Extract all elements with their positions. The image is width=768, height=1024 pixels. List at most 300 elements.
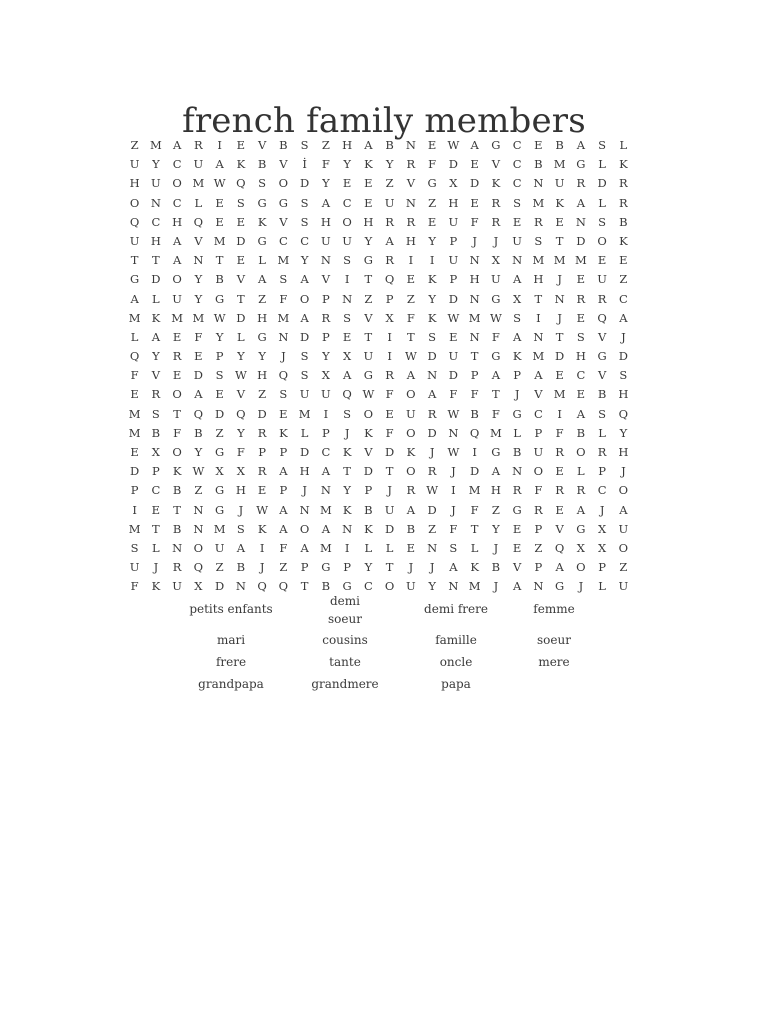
grid-letter: E bbox=[512, 214, 522, 229]
grid-letter: K bbox=[619, 233, 628, 248]
grid-letter: I bbox=[429, 253, 435, 268]
grid-letter: R bbox=[385, 253, 394, 268]
grid-letter: S bbox=[343, 253, 352, 268]
grid-letter: X bbox=[449, 176, 458, 191]
grid-letter: K bbox=[427, 272, 437, 287]
grid-letter: X bbox=[513, 291, 522, 306]
grid-letter: J bbox=[621, 329, 626, 344]
grid-letter: Z bbox=[215, 560, 224, 575]
grid-letter: X bbox=[194, 579, 203, 594]
grid-letter: P bbox=[279, 483, 288, 498]
word-list-item: cousins bbox=[322, 633, 368, 647]
grid-letter: S bbox=[236, 521, 245, 536]
grid-letter: D bbox=[618, 349, 628, 364]
grid-letter: U bbox=[448, 253, 459, 268]
grid-letter: V bbox=[279, 157, 288, 172]
grid-letter: G bbox=[491, 445, 501, 459]
grid-letter: A bbox=[576, 138, 586, 152]
grid-letter: J bbox=[578, 579, 584, 594]
grid-letter: S bbox=[236, 195, 245, 210]
grid-letter: İ bbox=[302, 157, 307, 172]
grid-letter: X bbox=[576, 540, 585, 555]
grid-letter: B bbox=[151, 425, 161, 440]
grid-letter: D bbox=[215, 406, 225, 421]
grid-letter: S bbox=[428, 329, 437, 344]
grid-letter: D bbox=[427, 425, 437, 440]
grid-letter: Z bbox=[619, 272, 628, 287]
grid-letter: A bbox=[321, 521, 331, 536]
grid-letter: U bbox=[129, 233, 140, 248]
word-list-item: demi soeur bbox=[328, 594, 362, 626]
grid-letter: C bbox=[172, 157, 182, 172]
grid-letter: N bbox=[342, 291, 353, 306]
grid-letter: R bbox=[257, 425, 267, 440]
grid-letter: B bbox=[470, 406, 479, 421]
grid-letter: Y bbox=[194, 445, 203, 459]
grid-letter: Y bbox=[322, 349, 330, 364]
grid-letter: B bbox=[576, 425, 586, 440]
word-list-item: demi frere bbox=[424, 602, 488, 616]
grid-letter: E bbox=[215, 387, 224, 402]
grid-letter: H bbox=[469, 272, 480, 287]
grid-letter: N bbox=[469, 253, 480, 268]
grid-letter: N bbox=[469, 329, 480, 344]
grid-letter: U bbox=[533, 445, 544, 459]
grid-letter: L bbox=[258, 253, 266, 268]
grid-letter: R bbox=[576, 291, 586, 306]
grid-letter: J bbox=[557, 310, 562, 325]
grid-letter: W bbox=[234, 368, 247, 383]
grid-letter: O bbox=[576, 445, 586, 459]
grid-letter: Q bbox=[618, 406, 629, 421]
grid-letter: W bbox=[447, 138, 460, 152]
grid-letter: K bbox=[257, 521, 267, 536]
grid-letter: H bbox=[320, 214, 331, 229]
grid-letter: E bbox=[576, 387, 586, 402]
grid-letter: B bbox=[555, 138, 564, 152]
grid-letter: A bbox=[300, 310, 309, 325]
grid-letter: H bbox=[257, 368, 268, 383]
grid-letter: K bbox=[257, 214, 267, 229]
grid-letter: S bbox=[130, 540, 139, 555]
grid-letter: R bbox=[151, 387, 161, 402]
grid-letter: K bbox=[342, 445, 352, 459]
grid-letter: T bbox=[364, 272, 373, 287]
grid-letter: F bbox=[470, 214, 479, 229]
grid-letter: O bbox=[172, 272, 182, 287]
grid-letter: N bbox=[448, 425, 459, 440]
grid-letter: I bbox=[387, 349, 392, 364]
grid-letter: K bbox=[236, 157, 246, 172]
grid-letter: S bbox=[534, 233, 543, 248]
grid-letter: E bbox=[555, 368, 564, 383]
grid-letter: Y bbox=[237, 425, 245, 440]
word-list-item: famille bbox=[435, 633, 477, 647]
grid-letter: O bbox=[193, 540, 204, 555]
grid-letter: V bbox=[534, 387, 543, 402]
grid-letter: C bbox=[172, 195, 182, 210]
grid-letter: R bbox=[555, 483, 564, 498]
grid-letter: R bbox=[555, 445, 564, 459]
grid-letter: T bbox=[555, 233, 564, 248]
grid-letter: Y bbox=[152, 349, 160, 364]
grid-letter: T bbox=[385, 560, 394, 575]
grid-letter: O bbox=[342, 214, 352, 229]
grid-letter: M bbox=[574, 253, 587, 268]
word-list-item: petits enfants bbox=[189, 602, 273, 616]
grid-letter: C bbox=[321, 445, 331, 459]
grid-letter: Q bbox=[193, 560, 204, 575]
grid-letter: E bbox=[406, 540, 416, 555]
grid-letter: M bbox=[277, 310, 290, 325]
grid-letter: R bbox=[257, 464, 267, 479]
grid-letter: S bbox=[598, 138, 607, 152]
grid-letter: V bbox=[555, 521, 564, 536]
grid-letter: V bbox=[491, 157, 501, 172]
grid-letter: S bbox=[576, 329, 585, 344]
grid-letter: J bbox=[493, 233, 499, 248]
grid-letter: V bbox=[597, 368, 607, 383]
grid-letter: M bbox=[532, 349, 545, 364]
grid-letter: O bbox=[406, 387, 416, 402]
grid-letter: M bbox=[128, 521, 141, 536]
grid-letter: G bbox=[576, 521, 586, 536]
grid-letter: A bbox=[172, 233, 182, 248]
grid-letter: G bbox=[491, 349, 501, 364]
grid-letter: V bbox=[321, 272, 331, 287]
grid-letter: A bbox=[427, 387, 437, 402]
grid-letter: N bbox=[533, 176, 544, 191]
grid-letter: R bbox=[427, 464, 437, 479]
grid-letter: Z bbox=[534, 540, 543, 555]
grid-letter: F bbox=[321, 157, 330, 172]
grid-letter: A bbox=[619, 502, 628, 517]
grid-letter: V bbox=[257, 138, 267, 152]
grid-letter: N bbox=[405, 138, 416, 152]
grid-letter: K bbox=[151, 579, 161, 594]
grid-letter: A bbox=[151, 329, 161, 344]
grid-letter: C bbox=[597, 483, 607, 498]
grid-letter: Y bbox=[428, 291, 436, 306]
grid-letter: P bbox=[364, 483, 373, 498]
grid-letter: Z bbox=[321, 138, 330, 152]
grid-letter: A bbox=[279, 502, 288, 517]
grid-letter: O bbox=[533, 464, 544, 479]
grid-letter: W bbox=[447, 310, 460, 325]
grid-letter: C bbox=[300, 233, 310, 248]
grid-letter: T bbox=[152, 521, 160, 536]
grid-letter: R bbox=[534, 502, 543, 517]
grid-letter: S bbox=[598, 406, 607, 421]
grid-letter: H bbox=[533, 272, 544, 287]
grid-letter: K bbox=[427, 310, 437, 325]
grid-letter: P bbox=[258, 445, 266, 459]
grid-letter: G bbox=[491, 291, 501, 306]
grid-letter: A bbox=[342, 368, 352, 383]
grid-letter: E bbox=[576, 310, 586, 325]
grid-letter: N bbox=[299, 502, 310, 517]
grid-letter: R bbox=[406, 214, 416, 229]
grid-letter: W bbox=[362, 387, 375, 402]
grid-letter: M bbox=[213, 233, 226, 248]
grid-letter: H bbox=[172, 214, 183, 229]
grid-letter: E bbox=[385, 406, 394, 421]
grid-letter: C bbox=[512, 138, 522, 152]
grid-letter: F bbox=[194, 329, 203, 344]
grid-letter: P bbox=[130, 483, 139, 498]
grid-letter: E bbox=[342, 329, 352, 344]
grid-letter: M bbox=[128, 406, 141, 421]
grid-letter: I bbox=[323, 406, 329, 421]
grid-letter: F bbox=[279, 540, 288, 555]
grid-letter: M bbox=[319, 540, 332, 555]
grid-letter: T bbox=[130, 253, 139, 268]
grid-letter: A bbox=[619, 310, 628, 325]
grid-letter: Q bbox=[129, 214, 140, 229]
grid-letter: V bbox=[194, 233, 203, 248]
grid-letter: A bbox=[300, 272, 309, 287]
grid-letter: B bbox=[194, 425, 203, 440]
grid-letter: F bbox=[555, 425, 564, 440]
grid-letter: A bbox=[279, 464, 288, 479]
grid-letter: D bbox=[385, 445, 395, 459]
grid-letter: V bbox=[151, 368, 161, 383]
grid-letter: Z bbox=[130, 138, 139, 152]
grid-letter: H bbox=[129, 176, 140, 191]
grid-letter: Z bbox=[279, 560, 288, 575]
grid-letter: I bbox=[557, 406, 562, 421]
grid-letter: O bbox=[172, 445, 182, 459]
grid-letter: E bbox=[257, 483, 267, 498]
grid-letter: Y bbox=[215, 329, 224, 344]
grid-letter: D bbox=[448, 157, 458, 172]
grid-letter: B bbox=[619, 214, 628, 229]
grid-letter: I bbox=[344, 540, 350, 555]
grid-letter: E bbox=[427, 138, 437, 152]
grid-letter: S bbox=[343, 310, 352, 325]
grid-letter: K bbox=[364, 425, 373, 440]
grid-letter: X bbox=[385, 310, 394, 325]
grid-letter: J bbox=[493, 579, 499, 594]
grid-letter: G bbox=[278, 195, 288, 210]
grid-letter: H bbox=[257, 310, 268, 325]
grid-letter: D bbox=[470, 176, 480, 191]
grid-letter: T bbox=[343, 464, 351, 479]
grid-letter: F bbox=[236, 445, 245, 459]
grid-letter: D bbox=[385, 521, 395, 536]
grid-letter: E bbox=[194, 349, 203, 364]
grid-letter: D bbox=[597, 176, 607, 191]
grid-letter: D bbox=[576, 233, 586, 248]
grid-letter: N bbox=[193, 521, 204, 536]
grid-letter: N bbox=[575, 214, 586, 229]
grid-letter: C bbox=[512, 157, 522, 172]
grid-letter: Z bbox=[619, 560, 628, 575]
grid-letter: Y bbox=[428, 579, 436, 594]
grid-letter: F bbox=[428, 157, 437, 172]
grid-letter: A bbox=[385, 233, 394, 248]
grid-letter: Y bbox=[364, 560, 373, 575]
grid-letter: W bbox=[256, 502, 269, 517]
grid-letter: N bbox=[427, 540, 438, 555]
grid-letter: I bbox=[451, 483, 456, 498]
grid-letter: U bbox=[384, 502, 395, 517]
grid-letter: T bbox=[534, 291, 543, 306]
grid-letter: B bbox=[236, 560, 246, 575]
grid-letter: E bbox=[151, 502, 161, 517]
grid-letter: P bbox=[470, 368, 479, 383]
grid-letter: L bbox=[598, 157, 606, 172]
grid-letter: J bbox=[451, 464, 456, 479]
grid-letter: D bbox=[151, 272, 161, 287]
grid-letter: B bbox=[257, 157, 267, 172]
grid-letter: O bbox=[299, 291, 310, 306]
grid-letter: R bbox=[172, 560, 182, 575]
grid-letter: A bbox=[215, 157, 224, 172]
grid-letter: J bbox=[344, 425, 350, 440]
grid-letter: Y bbox=[364, 233, 373, 248]
grid-letter: S bbox=[343, 406, 352, 421]
grid-letter: N bbox=[512, 464, 523, 479]
grid-letter: K bbox=[342, 502, 352, 517]
word-list-item: grandmere bbox=[311, 677, 379, 691]
grid-letter: S bbox=[258, 176, 267, 191]
grid-letter: S bbox=[598, 214, 607, 229]
grid-letter: B bbox=[172, 483, 182, 498]
grid-letter: C bbox=[151, 483, 161, 498]
grid-letter: B bbox=[534, 157, 543, 172]
grid-letter: Y bbox=[194, 272, 203, 287]
grid-letter: J bbox=[153, 560, 159, 575]
grid-letter: U bbox=[491, 272, 501, 287]
grid-letter: Q bbox=[129, 349, 140, 364]
grid-letter: U bbox=[618, 521, 629, 536]
grid-letter: R bbox=[534, 214, 543, 229]
grid-letter: R bbox=[321, 310, 331, 325]
grid-letter: U bbox=[406, 406, 416, 421]
grid-letter: A bbox=[406, 368, 416, 383]
grid-letter: L bbox=[619, 138, 628, 152]
grid-letter: M bbox=[298, 406, 311, 421]
grid-letter: O bbox=[299, 521, 310, 536]
grid-letter: N bbox=[533, 579, 544, 594]
grid-letter: G bbox=[427, 176, 437, 191]
grid-letter: N bbox=[427, 368, 438, 383]
grid-letter: L bbox=[130, 329, 139, 344]
grid-letter: Z bbox=[194, 483, 203, 498]
grid-letter: M bbox=[553, 157, 566, 172]
grid-letter: E bbox=[236, 138, 246, 152]
grid-letter: F bbox=[130, 368, 139, 383]
grid-letter: U bbox=[172, 579, 182, 594]
grid-letter: G bbox=[130, 272, 140, 287]
grid-letter: N bbox=[235, 579, 246, 594]
grid-letter: F bbox=[385, 425, 394, 440]
grid-letter: L bbox=[194, 195, 203, 210]
grid-letter: P bbox=[322, 329, 330, 344]
grid-letter: X bbox=[151, 445, 160, 459]
grid-letter: J bbox=[472, 233, 477, 248]
grid-letter: O bbox=[576, 560, 586, 575]
grid-letter: K bbox=[364, 521, 373, 536]
grid-letter: T bbox=[300, 579, 309, 594]
word-list bbox=[172, 592, 596, 694]
grid-letter: U bbox=[384, 195, 395, 210]
grid-letter: P bbox=[322, 425, 330, 440]
grid-letter: F bbox=[491, 406, 500, 421]
grid-letter: F bbox=[534, 483, 543, 498]
grid-letter: I bbox=[536, 310, 541, 325]
grid-letter: Z bbox=[364, 291, 373, 306]
grid-letter: R bbox=[491, 195, 501, 210]
grid-letter: G bbox=[512, 502, 522, 517]
grid-letter: R bbox=[576, 176, 586, 191]
grid-letter: N bbox=[193, 502, 204, 517]
grid-letter: D bbox=[427, 502, 437, 517]
grid-letter: G bbox=[491, 138, 501, 152]
grid-letter: H bbox=[342, 138, 353, 152]
grid-letter: U bbox=[129, 560, 140, 575]
grid-letter: F bbox=[470, 502, 479, 517]
grid-letter: J bbox=[493, 540, 499, 555]
grid-letter: G bbox=[215, 291, 225, 306]
grid-letter: K bbox=[406, 445, 416, 459]
grid-letter: E bbox=[576, 272, 586, 287]
grid-letter: A bbox=[257, 272, 267, 287]
grid-letter: X bbox=[598, 540, 607, 555]
grid-letter: K bbox=[491, 176, 501, 191]
grid-letter: Q bbox=[469, 425, 480, 440]
grid-letter: B bbox=[215, 272, 224, 287]
grid-letter: E bbox=[342, 176, 352, 191]
grid-letter: Q bbox=[236, 176, 246, 191]
grid-letter: R bbox=[172, 349, 182, 364]
grid-letter: D bbox=[215, 579, 225, 594]
grid-letter: F bbox=[491, 329, 500, 344]
grid-letter: L bbox=[152, 291, 160, 306]
grid-letter: G bbox=[321, 560, 331, 575]
grid-letter: P bbox=[385, 291, 394, 306]
grid-letter: L bbox=[598, 195, 606, 210]
grid-letter: R bbox=[576, 483, 586, 498]
grid-letter: D bbox=[236, 310, 246, 325]
grid-letter: A bbox=[236, 540, 246, 555]
grid-letter: E bbox=[427, 214, 437, 229]
grid-letter: S bbox=[279, 272, 288, 287]
grid-letter: G bbox=[257, 195, 267, 210]
grid-letter: S bbox=[513, 310, 522, 325]
grid-letter: A bbox=[321, 464, 331, 479]
grid-letter: S bbox=[300, 195, 309, 210]
grid-letter: W bbox=[447, 445, 460, 459]
grid-letter: U bbox=[299, 387, 310, 402]
grid-letter: A bbox=[364, 138, 373, 152]
grid-letter: H bbox=[150, 233, 161, 248]
grid-letter: N bbox=[320, 483, 331, 498]
grid-letter: H bbox=[618, 445, 629, 459]
grid-letter: U bbox=[448, 349, 459, 364]
grid-letter: O bbox=[363, 406, 374, 421]
grid-letter: E bbox=[470, 157, 479, 172]
grid-letter: Z bbox=[406, 291, 415, 306]
grid-letter: B bbox=[279, 138, 288, 152]
grid-letter: B bbox=[364, 502, 373, 517]
grid-letter: Z bbox=[491, 502, 500, 517]
grid-letter: Q bbox=[384, 272, 395, 287]
grid-letter: J bbox=[599, 502, 605, 517]
grid-letter: O bbox=[406, 464, 416, 479]
grid-letter: L bbox=[598, 579, 606, 594]
